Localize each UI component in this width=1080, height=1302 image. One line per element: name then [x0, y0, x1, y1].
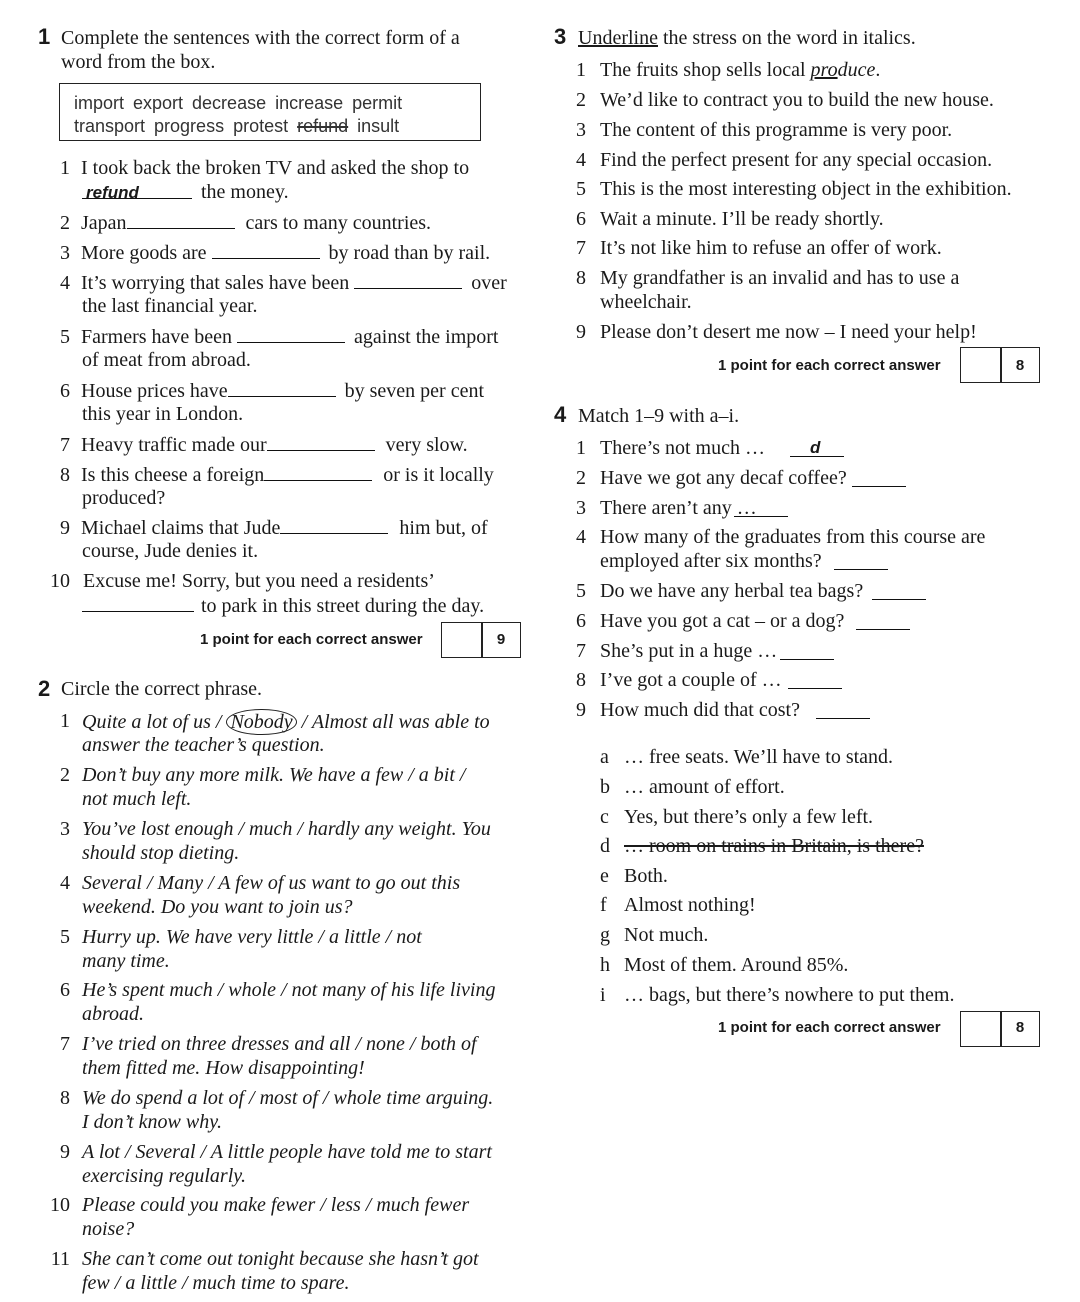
ex4-option-text: … amount of effort. [624, 776, 785, 798]
ex2-item-number: 8 [60, 1087, 70, 1109]
ex1-item-10: 10 Excuse me! Sorry, but you need a residents’ [50, 570, 435, 592]
ex4-item-number: 7 [576, 640, 586, 662]
ex4-item-text: I’ve got a couple of … [600, 669, 782, 691]
ex3-item-number: 4 [576, 149, 586, 171]
ex2-item-line-2[interactable]: noise? [82, 1218, 135, 1240]
ex4-item-number: 9 [576, 699, 586, 721]
answer-blank[interactable] [354, 270, 462, 289]
exercise-2-number: 2 [38, 676, 51, 701]
ex4-item-text: There’s not much … [600, 437, 765, 459]
ex4-item-text: Do we have any herbal tea bags? [600, 580, 864, 602]
ex2-item-number: 2 [60, 764, 70, 786]
ex4-item-text: Have we got any decaf coffee? [600, 467, 847, 489]
ex4-option-letter: c [600, 806, 609, 828]
ex3-item-number: 3 [576, 119, 586, 141]
ex1-score-box[interactable] [441, 622, 483, 658]
answer-blank[interactable] [228, 378, 336, 397]
ex2-item-number: 3 [60, 818, 70, 840]
ex4-option-letter: g [600, 924, 610, 946]
ex1-item-8-cont: produced? [82, 487, 166, 509]
crossed-out-word: refund [297, 116, 349, 136]
ex4-option-letter: b [600, 776, 610, 798]
ex3-item-text[interactable]: Wait a minute. I’ll be ready shortly. [600, 208, 884, 230]
ex4-item-number: 4 [576, 526, 586, 548]
ex1-item-10-cont: to park in this street during the day. [82, 593, 484, 618]
ex2-item-line[interactable]: I’ve tried on three dresses and all / none / both of [82, 1033, 477, 1055]
ex4-item-number: 6 [576, 610, 586, 632]
ex2-item-number: 4 [60, 872, 70, 894]
ex2-item-line-2[interactable]: weekend. Do you want to join us? [82, 896, 353, 918]
ex3-item-number: 9 [576, 321, 586, 343]
answer-blank[interactable] [872, 581, 926, 600]
ex2-item-line-2[interactable]: not much left. [82, 788, 192, 810]
ex4-score-label: 1 point for each correct answer [718, 1019, 941, 1036]
ex2-item-line-2[interactable]: exercising regularly. [82, 1165, 247, 1187]
ex4-option-text: Yes, but there’s only a few left. [624, 806, 874, 828]
ex4-item-number: 5 [576, 580, 586, 602]
ex1-score-label: 1 point for each correct answer [200, 631, 423, 648]
ex3-item-number: 6 [576, 208, 586, 230]
answer-blank[interactable] [852, 468, 906, 487]
ex4-item-number: 8 [576, 669, 586, 691]
ex4-option-text: Most of them. Around 85%. [624, 954, 849, 976]
ex2-item-line-2[interactable]: few / a little / much time to spare. [82, 1272, 350, 1294]
ex3-item-number: 7 [576, 237, 586, 259]
ex1-item-1: 1 I took back the broken TV and asked the shop to [60, 157, 470, 179]
ex2-item-line-2[interactable]: I don’t know why. [82, 1111, 222, 1133]
ex4-answer: d [810, 438, 821, 457]
answer-blank[interactable] [788, 670, 842, 689]
ex4-option-text: Almost nothing! [624, 894, 756, 916]
ex1-item-2: 2 Japan cars to many countries. [60, 212, 432, 234]
ex2-item-number: 9 [60, 1141, 70, 1163]
ex4-item-text: How many of the graduates from this course are [600, 526, 986, 548]
answer-blank[interactable] [856, 611, 910, 630]
ex4-item-text-2: employed after six months? [600, 550, 822, 572]
ex3-item-number: 2 [576, 89, 586, 111]
ex2-item-line-2[interactable]: many time. [82, 950, 170, 972]
ex4-item-text: There aren’t any … [600, 497, 757, 519]
ex2-item-line[interactable]: We do spend a lot of / most of / whole time arguing. [82, 1087, 494, 1109]
ex3-item-text[interactable]: The fruits shop sells local produce. [600, 59, 881, 81]
word-box-row-2: transport progress protest refund insult [74, 116, 400, 136]
ex1-item-6-cont: this year in London. [82, 403, 244, 425]
ex2-item-line[interactable]: Several / Many / A few of us want to go out this [82, 872, 461, 894]
ex4-item-number: 1 [576, 437, 586, 459]
ex2-item-line[interactable]: You’ve lost enough / much / hardly any weight. You [82, 818, 491, 840]
exercise-1-instruction: Complete the sentences with the correct form of a [61, 27, 460, 49]
ex2-item-line-2[interactable]: abroad. [82, 1003, 145, 1025]
ex3-item-text[interactable]: My grandfather is an invalid and has to use a [600, 267, 960, 289]
answer-blank[interactable] [82, 593, 194, 612]
ex2-item-number: 1 [60, 710, 70, 732]
ex1-item-1-cont: refund the money. [82, 180, 289, 204]
ex3-item-text[interactable]: We’d like to contract you to build the new house. [600, 89, 994, 111]
ex2-item-line[interactable]: Please could you make fewer / less / much fewer [82, 1194, 470, 1216]
ex3-score-box[interactable] [960, 347, 1002, 383]
ex4-item-text: How much did that cost? [600, 699, 800, 721]
ex4-score-total: 8 [1015, 1019, 1025, 1036]
ex2-item-line[interactable]: Don’t buy any more milk. We have a few / a bit / [82, 764, 466, 786]
circled-answer: Nobody [226, 709, 296, 735]
ex4-item-text: She’s put in a huge … [600, 640, 778, 662]
ex3-item-text[interactable]: It’s not like him to refuse an offer of work. [600, 237, 942, 259]
exercise-3-number: 3 [554, 24, 567, 49]
ex1-item-5-cont: of meat from abroad. [82, 349, 251, 371]
ex2-item-line-2[interactable]: answer the teacher’s question. [82, 734, 325, 756]
ex3-score-total: 8 [1015, 357, 1025, 374]
ex2-item-number: 6 [60, 979, 70, 1001]
ex2-item-number: 10 [50, 1194, 70, 1216]
answer-blank[interactable] [267, 432, 375, 451]
ex4-option-letter: d [600, 835, 610, 857]
exercise-2-instruction: Circle the correct phrase. [61, 678, 263, 700]
answer-blank[interactable] [212, 240, 320, 259]
answer-blank[interactable] [280, 515, 388, 534]
ex4-item-number: 3 [576, 497, 586, 519]
ex1-item-4: 4 It’s worrying that sales have been over [60, 272, 507, 294]
answer-blank[interactable] [780, 641, 834, 660]
answer-blank[interactable] [834, 551, 888, 570]
ex3-item-text[interactable]: Find the perfect present for any special occasion. [600, 149, 993, 171]
stress-underline: pro [810, 59, 838, 81]
ex1-item-7: 7 Heavy traffic made our very slow. [60, 434, 468, 456]
answer-blank[interactable] [237, 324, 345, 343]
ex4-option-letter: h [600, 954, 610, 976]
ex1-item-3: 3 More goods are by road than by rail. [60, 242, 491, 264]
ex4-score-box[interactable] [960, 1011, 1002, 1047]
ex2-item-line-2[interactable]: should stop dieting. [82, 842, 240, 864]
ex1-item-8: 8 Is this cheese a foreign or is it locally [60, 464, 494, 486]
exercise-1-instruction-2: word from the box. [61, 51, 216, 73]
ex3-item-text[interactable]: The content of this programme is very poor. [600, 119, 953, 141]
ex3-item-text[interactable]: Please don’t desert me now – I need your help! [600, 321, 977, 343]
ex1-item-6: 6 House prices have by seven per cent [60, 380, 485, 402]
ex2-item-number: 5 [60, 926, 70, 948]
ex2-item-line[interactable]: Quite a lot of us / Nobody / Almost all was able to [82, 711, 490, 733]
ex3-item-text-2[interactable]: wheelchair. [600, 291, 692, 313]
ex2-item-line[interactable]: He’s spent much / whole / not many of his life living [82, 979, 496, 1001]
ex1-score-total: 9 [496, 631, 506, 648]
ex4-option-letter: e [600, 865, 609, 887]
ex1-item-9: 9 Michael claims that Jude him but, of [60, 517, 488, 539]
ex4-option-text: Not much. [624, 924, 709, 946]
ex3-item-number: 1 [576, 59, 586, 81]
ex2-item-line[interactable]: A lot / Several / A little people have told me to start [82, 1141, 492, 1163]
answer-blank[interactable] [264, 462, 372, 481]
ex4-option-text: Both. [624, 865, 668, 887]
ex3-item-text[interactable]: This is the most interesting object in the exhibition. [600, 178, 1012, 200]
ex3-item-number: 8 [576, 267, 586, 289]
ex4-option-letter: i [600, 984, 606, 1006]
answer-blank[interactable] [790, 438, 844, 457]
ex4-option-letter: a [600, 746, 609, 768]
ex4-item-number: 2 [576, 467, 586, 489]
exercise-4-number: 4 [554, 402, 567, 427]
ex2-item-number: 11 [50, 1248, 70, 1270]
ex2-item-line-2[interactable]: them fitted me. How disappointing! [82, 1057, 365, 1079]
ex3-item-number: 5 [576, 178, 586, 200]
ex1-item-4-cont: the last financial year. [82, 295, 258, 317]
ex1-item-9-cont: course, Jude denies it. [82, 540, 259, 562]
ex4-option-letter: f [600, 894, 607, 916]
ex4-item-text: Have you got a cat – or a dog? [600, 610, 845, 632]
ex2-item-line[interactable]: She can’t come out tonight because she hasn’t got [82, 1248, 479, 1270]
answer-blank[interactable] [127, 210, 235, 229]
answer-blank[interactable] [734, 498, 788, 517]
ex4-option-text: … free seats. We’ll have to stand. [624, 746, 894, 768]
exercise-1-number: 1 [38, 24, 51, 49]
exercise-3-instruction: Underline the stress on the word in italics. [578, 27, 916, 49]
word-box-row-1: import export decrease increase permit [74, 93, 403, 113]
ex2-item-line[interactable]: Hurry up. We have very little / a little / not [82, 926, 422, 948]
answer-blank[interactable]: refund [82, 180, 192, 199]
ex4-option-text: … bags, but there’s nowhere to put them. [624, 984, 955, 1006]
ex2-item-number: 7 [60, 1033, 70, 1055]
ex1-item-5: 5 Farmers have been against the import [60, 326, 499, 348]
ex3-score-label: 1 point for each correct answer [718, 357, 941, 374]
exercise-4-instruction: Match 1–9 with a–i. [578, 405, 740, 427]
answer-blank[interactable] [816, 700, 870, 719]
ex4-option-text: … room on trains in Britain, is there? [624, 835, 924, 857]
